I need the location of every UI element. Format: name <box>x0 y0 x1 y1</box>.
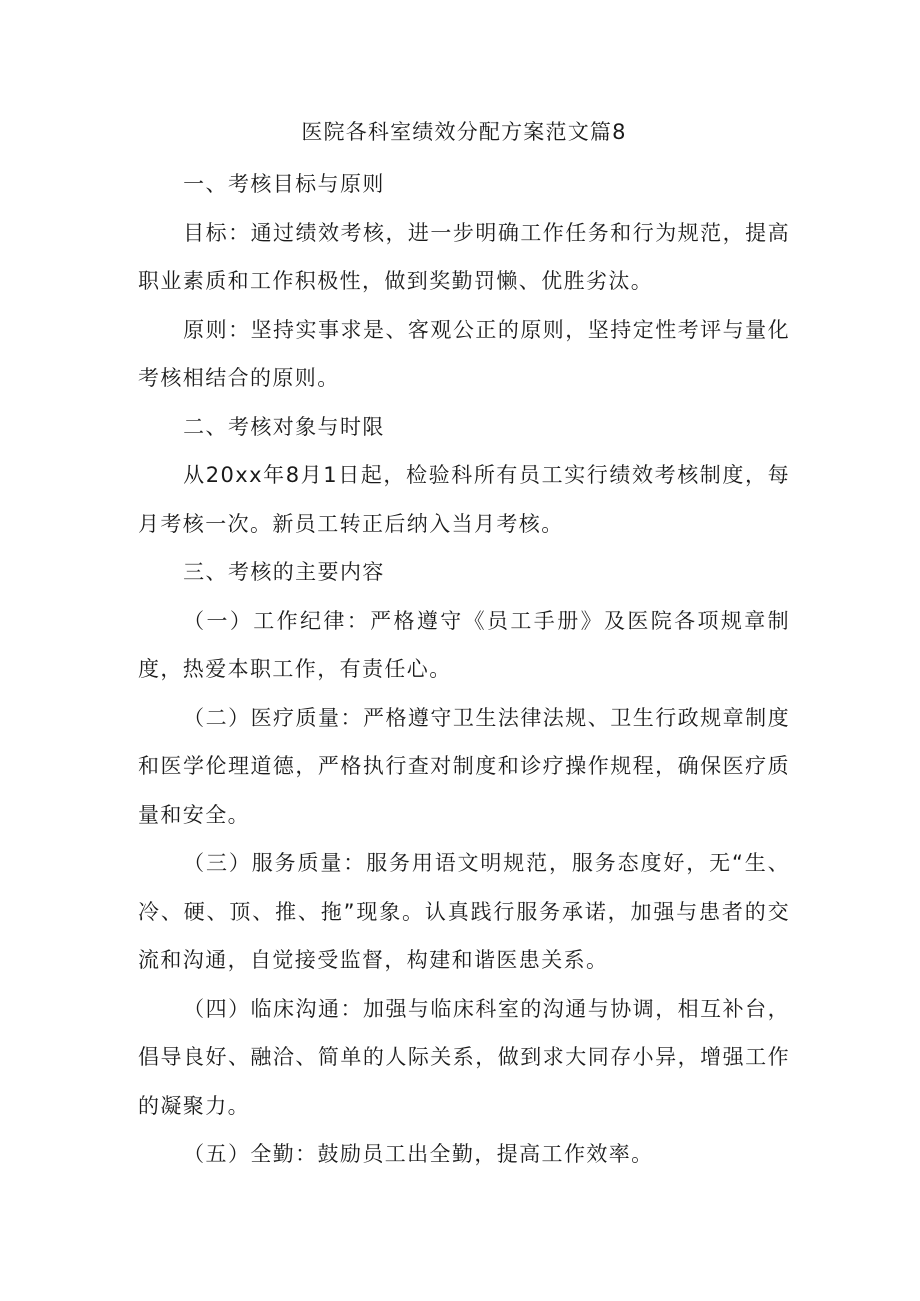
paragraph-medical-quality: （二）医疗质量：严格遵守卫生法律法规、卫生行政规章制度和医学伦理道德，严格执行查对制度和诊疗操作规程，确保医疗质量和安全。 <box>138 705 790 827</box>
paragraph-attendance: （五）全勤：鼓励员工出全勤，提高工作效率。 <box>183 1142 654 1166</box>
paragraph-goal: 目标：通过绩效考核，进一步明确工作任务和行为规范，提高职业素质和工作积极性，做到奖勤罚懒、优胜劣汰。 <box>138 220 790 293</box>
document-body <box>138 112 790 1179</box>
paragraph-discipline: （一）工作纪律：严格遵守《员工手册》及医院各项规章制度，热爱本职工作，有责任心。 <box>138 608 790 681</box>
paragraph-service-quality: （三）服务质量：服务用语文明规范，服务态度好，无“生、冷、硬、顶、推、拖”现象。认真践行服务承诺，加强与患者的交流和沟通，自觉接受监督，构建和谐医患关系。 <box>138 851 790 972</box>
paragraph-principle: 原则：坚持实事求是、客观公正的原则，坚持定性考评与量化考核相结合的原则。 <box>138 317 790 390</box>
section-heading-2: 二、考核对象与时限 <box>183 414 385 439</box>
paragraph-clinical-communication: （四）临床沟通：加强与临床科室的沟通与协调，相互补台，倡导良好、融洽、简单的人际关系，做到求大同存小异，增强工作的凝聚力。 <box>138 996 790 1118</box>
document-title: 医院各科室绩效分配方案范文篇8 <box>301 120 627 144</box>
paragraph-scope: 从20xx年8月1日起，检验科所有员工实行绩效考核制度，每月考核一次。新员工转正后纳入当月考核。 <box>138 463 790 536</box>
section-heading-1: 一、考核目标与原则 <box>183 172 385 196</box>
section-heading-3: 三、考核的主要内容 <box>183 560 385 584</box>
